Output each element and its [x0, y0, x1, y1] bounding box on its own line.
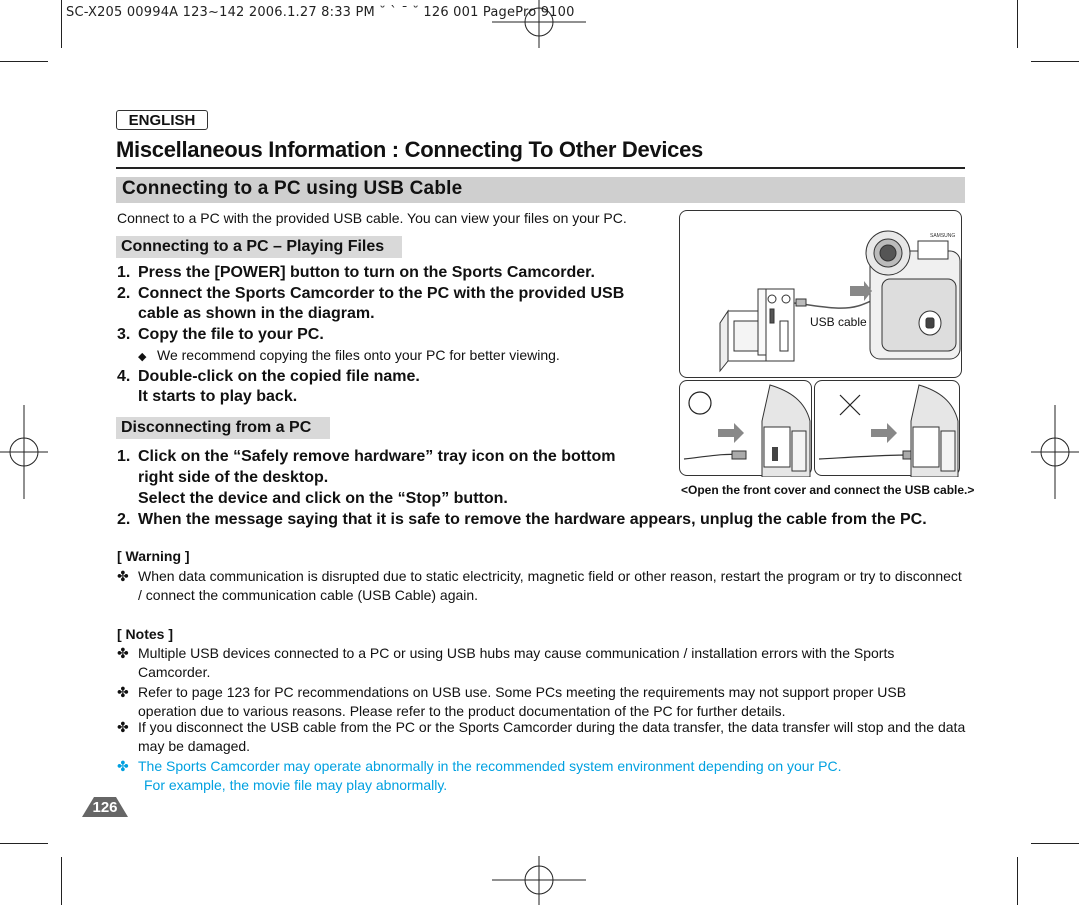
page-number: 126: [92, 799, 118, 816]
page-number-tab: [82, 795, 128, 819]
note-mark-icon: ✤: [117, 758, 129, 774]
figure-incorrect: [814, 380, 960, 476]
step-disc-1: 1. Click on the “Safely remove hardware” tray icon on the bottom: [117, 448, 616, 465]
correct-circle-icon: [689, 392, 711, 414]
subheading-disconnect: Disconnecting from a PC: [116, 417, 330, 439]
step-play-4-cont: It starts to play back.: [138, 388, 298, 405]
note-item-highlight: ✤ The Sports Camcorder may operate abnormally in the recommended system environment depending on your PC. For example, the movie file may play abnormally.: [117, 758, 842, 793]
subheading-playing: Connecting to a PC – Playing Files: [116, 236, 402, 258]
note-item: ✤ Refer to page 123 for PC recommendations on USB use. Some PCs meeting the requirements may not support proper USB operation due to various reasons. Please refer to the product documentation of the PC for further details.: [117, 684, 907, 719]
correct-insertion-illustration: [680, 381, 813, 477]
step-disc-1-cont1: right side of the desktop.: [138, 469, 329, 486]
usb-cable-label: USB cable: [810, 315, 867, 329]
language-badge: ENGLISH: [116, 110, 208, 130]
step-play-1: 1. Press the [POWER] button to turn on the Sports Camcorder.: [117, 264, 595, 281]
title-divider: [116, 167, 965, 169]
figure-correct: [679, 380, 812, 476]
step-play-2-cont: cable as shown in the diagram.: [138, 305, 375, 322]
note-mark-icon: ✤: [117, 719, 129, 735]
warning-item: ✤ When data communication is disrupted due to static electricity, magnetic field or other reason, restart the program or try to disconnect / connect the communication cable (USB Cable) again.: [117, 568, 962, 603]
note-item: ✤ Multiple USB devices connected to a PC or using USB hubs may cause communication / installation errors with the Sports Camcorder.: [117, 645, 895, 680]
note-mark-icon: ✤: [117, 645, 129, 661]
figure-caption: <Open the front cover and connect the USB cable.>: [681, 483, 975, 497]
step-play-3: 3. Copy the file to your PC.: [117, 326, 324, 343]
brand-label: SAMSUNG: [930, 233, 956, 239]
step-play-4: 4. Double-click on the copied file name.: [117, 368, 420, 385]
step-disc-2: 2. When the message saying that it is safe to remove the hardware appears, unplug the cable from the PC.: [117, 511, 927, 528]
warning-heading: [ Warning ]: [117, 548, 190, 564]
note-item: ✤ If you disconnect the USB cable from the PC or the Sports Camcorder during the data transfer, the data transfer will stop and the data may be damaged.: [117, 719, 966, 754]
section-title: Connecting to a PC using USB Cable: [122, 178, 463, 199]
incorrect-insertion-illustration: [815, 381, 961, 477]
figure-pc-connection: [679, 210, 962, 378]
recommend-bullet: ◆ We recommend copying the files onto your PC for better viewing.: [138, 347, 560, 363]
print-slug: SC-X205 00994A 123~142 2006.1.27 8:33 PM ˘ ` ¯ ˘ 126 001 PagePro 9100: [66, 5, 575, 20]
note-mark-icon: ✤: [117, 684, 129, 700]
step-play-2: 2. Connect the Sports Camcorder to the PC with the provided USB: [117, 285, 625, 302]
note-mark-icon: ✤: [117, 568, 129, 584]
incorrect-cross-icon: [840, 395, 860, 415]
step-disc-1-cont2: Select the device and click on the “Stop” button.: [138, 490, 508, 507]
page-title: Miscellaneous Information : Connecting To Other Devices: [116, 137, 703, 162]
section-heading: [116, 177, 965, 203]
intro-text: Connect to a PC with the provided USB cable. You can view your files on your PC.: [117, 210, 627, 226]
pc-camcorder-illustration: [680, 211, 963, 379]
notes-heading: [ Notes ]: [117, 626, 173, 642]
